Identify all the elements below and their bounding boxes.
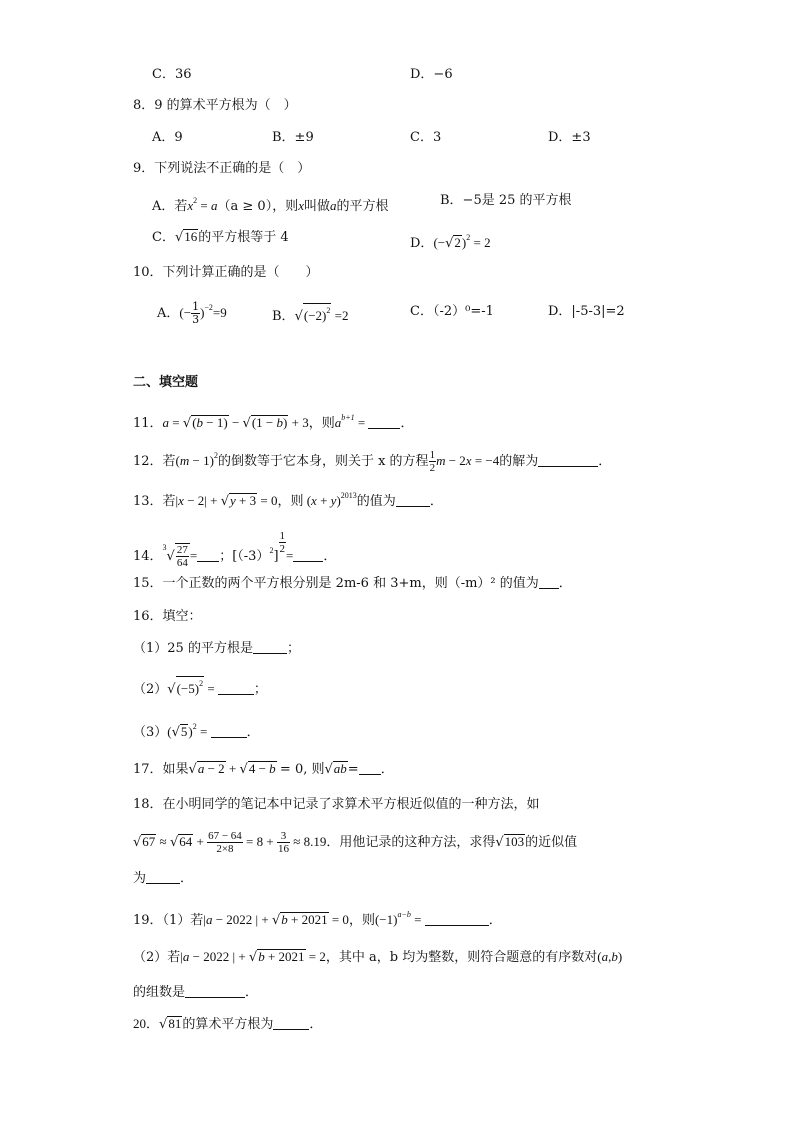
q9-stem: 9．下列说法不正确的是（ ） — [133, 161, 311, 176]
q17-answer-blank[interactable] — [359, 761, 381, 775]
q20-answer-blank[interactable] — [273, 1016, 309, 1030]
q14-blank-1[interactable] — [197, 548, 219, 562]
q8-option-c: C．3 — [410, 130, 442, 145]
q14: 14．$^3$√ $\frac{27}{64}$ = ；$[(-3)^2]$ $\frac{1}{2}$ = ． — [133, 530, 337, 569]
q18-line1: 18．在小明同学的笔记本中记录了求算术平方根近似值的一种方法，如 — [133, 797, 540, 812]
q19-part2: （2）若|a − 2022 | + √b + 2021 = 2，其中 a，b 均为整数，则符合题意的有序数对(a,b) — [133, 949, 623, 965]
q19-blank-1[interactable] — [425, 912, 489, 926]
q10-stem: 10．下列计算正确的是（ ） — [133, 265, 319, 280]
q16-part3: $(3)(√5)^2$ = ． — [133, 722, 260, 740]
q16-part2: $(2)√(-5)^2$ = ； — [133, 676, 267, 699]
q8-option-a: A．9 — [152, 130, 183, 145]
q16-part1: （1）25 的平方根是 ； — [133, 641, 300, 656]
q12: 12．若$(m - 1)^2$的倒数等于它本身，则关于 x 的方程 $\frac{1}{2}$ m − 2x = −4的解为 ． — [133, 449, 612, 474]
q18-answer-blank[interactable] — [146, 870, 180, 884]
q15-answer-blank[interactable] — [539, 575, 559, 589]
q8-stem: 8．9 的算术平方根为（ ） — [133, 98, 297, 113]
q9-option-b: B．−5是 25 的平方根 — [440, 193, 572, 208]
q8-option-d: D．±3 — [548, 130, 591, 145]
q19-blank-2[interactable] — [185, 984, 245, 998]
q9-option-c: C．√16的平方根等于 4 — [152, 229, 289, 245]
q10-option-b: B．$√(-2)^2 =2$ — [272, 303, 348, 326]
q9-option-d: D．$(-√2)^2 = 2$ — [410, 233, 491, 251]
q16-blank-3[interactable] — [211, 724, 247, 738]
q17: 17．如果√a − 2 + √4 − b = 0, 则√ab= ． — [133, 761, 394, 777]
q16-stem: 16．填空： — [133, 609, 202, 624]
q16-blank-1[interactable] — [253, 640, 287, 654]
q16-blank-2[interactable] — [218, 681, 254, 695]
q9-option-a: A．若$x^2 = a(a \ge 0)$，则x叫做a的平方根 — [152, 196, 389, 214]
q10-option-c: C．（-2）⁰=-1 — [410, 304, 494, 319]
q13: 13．若|x − 2| + √y + 3 = 0，则 $(x + y)^{2013}$的值为 ． — [133, 491, 443, 509]
q7-option-c: C．36 — [152, 67, 192, 82]
q7-option-d: D．−6 — [410, 67, 453, 82]
q8-option-b: B．±9 — [272, 130, 314, 145]
q14-blank-2[interactable] — [293, 548, 323, 562]
q19-part1: 19．（1）若|a − 2022 | + √b + 2021 = 0，则$(-1)^{a-b}$ = ． — [133, 910, 502, 928]
q11-answer-blank[interactable] — [368, 415, 400, 429]
q19-part2-line2: 的组数是 ． — [133, 985, 259, 1000]
q18-line3: 为 ． — [133, 871, 194, 886]
section-title-fill-in: 二、填空题 — [133, 375, 199, 390]
q15: 15．一个正数的两个平方根分别是 2m-6 和 3+m，则（-m）² 的值为 ． — [133, 576, 572, 591]
q20: 20．√81的算术平方根为 ． — [133, 1016, 323, 1032]
q18-line2: √67 ≈ √64 + $\frac{67 - 64}{2\times 8}$ = 8 + $\frac{3}{16}$ ≈ 8.19．用他记录的这种方法，求得√103的近似值 — [133, 830, 578, 855]
q11: 11．a = √(b − 1) − √(1 − b) + 3，则$a^{b+1}$ = ． — [133, 413, 414, 431]
q10-option-a: A．(− $\frac{1}{3}$ )$^{-2}$=9 — [157, 300, 227, 326]
q10-option-d: D．|-5-3|=2 — [548, 304, 625, 319]
q12-answer-blank[interactable] — [538, 453, 598, 467]
q13-answer-blank[interactable] — [396, 493, 430, 507]
